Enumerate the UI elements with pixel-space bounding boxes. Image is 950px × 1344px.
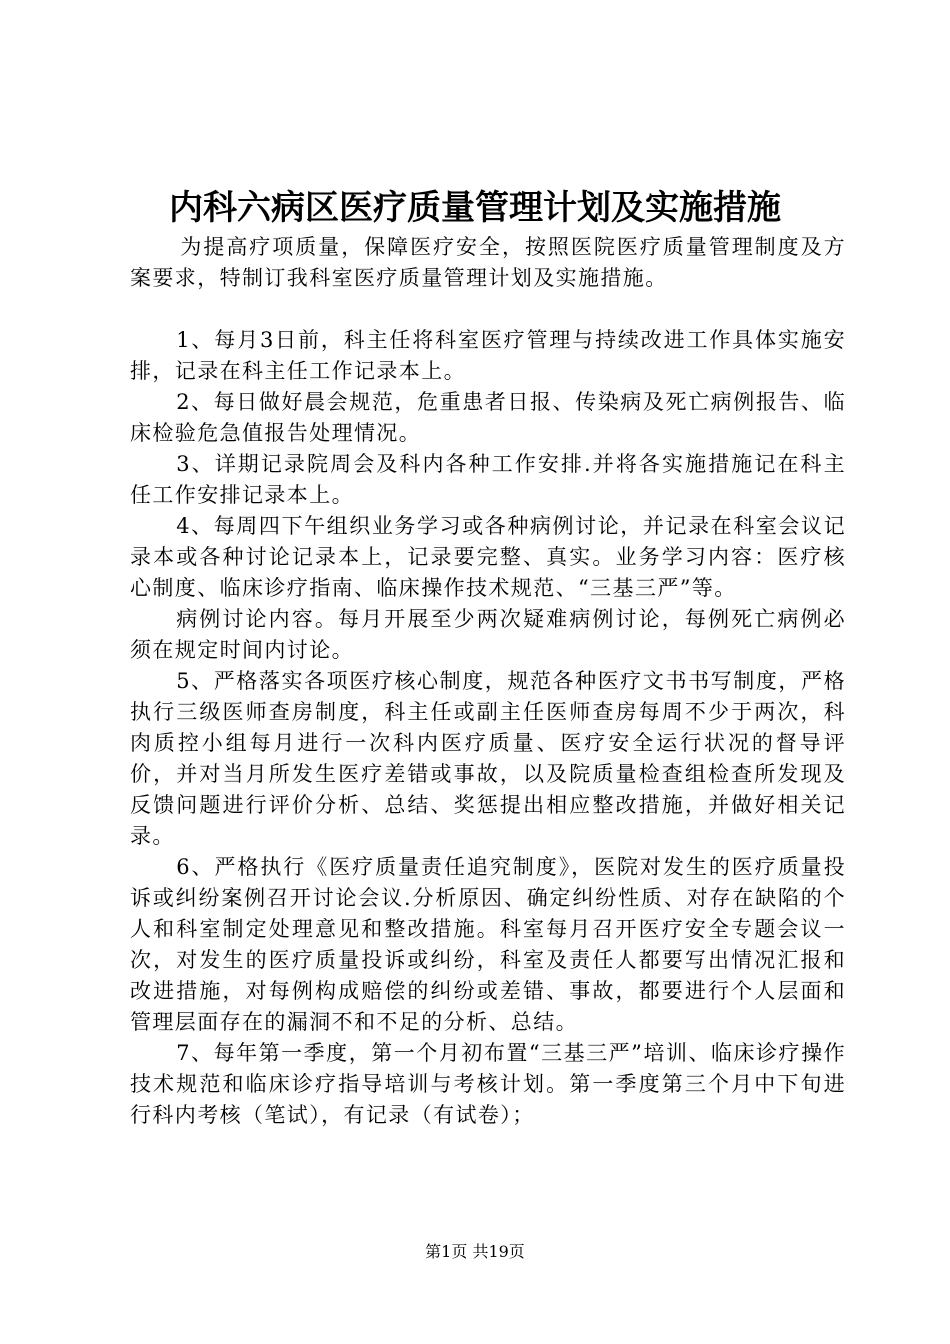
intro-paragraph: 为提高疗项质量，保障医疗安全，按照医院医疗质量管理制度及方案要求，特制订我科室医疗质量管理计划及实施措施。 [130,235,846,290]
paragraph-1: 1、每月3日前，科主任将科室医疗管理与持续改进工作具体实施安排，记录在科主任工作记录本上。 [130,328,846,383]
paragraph-3: 3、详期记录院周会及科内各种工作安排.并将各实施措施记在科主任工作安排记录本上。 [130,452,846,507]
paragraph-4: 4、每周四下午组织业务学习或各种病例讨论，并记录在科室会议记录本或各种讨论记录本上，记录要完整、真实。业务学习内容：医疗核心制度、临床诊疗指南、临床操作技术规范、“三基三严”等。 [130,514,846,600]
paragraph-5: 5、严格落实各项医疗核心制度，规范各种医疗文书书写制度，严格执行三级医师查房制度，科主任或副主任医师查房每周不少于两次，科肉质控小组每月进行一次科内医疗质量、医疗安全运行状况的督导评价，并对当月所发生医疗差错或事故，以及院质量检查组检查所发现及反馈问题进行评价分析、总结、奖惩提出相应整改措施，并做好相关记录。 [130,669,846,848]
page-footer: 第1页 共19页 [425,1242,525,1261]
paragraph-6: 6、严格执行《医疗质量责任追究制度》，医院对发生的医疗质量投诉或纠纷案例召开讨论会议.分析原因、确定纠纷性质、对存在缺陷的个人和科室制定处理意见和整改措施。科室每月召开医疗安全专题会议一次，对发生的医疗质量投诉或纠纷，科室及责任人都要写出情况汇报和改进措施，对每例构成赔偿的纠纷或差错、事故，都要进行个人层面和管理层面存在的漏洞不和不足的分析、总结。 [130,855,846,1034]
paragraph-7: 7、每年第一季度，第一个月初布置“三基三严”培训、临床诊疗操作技术规范和临床诊疗指导培训与考核计划。第一季度第三个月中下旬进行科内考核（笔试），有记录（有试卷）； [130,1041,846,1127]
paragraph-spacer [130,294,846,325]
document-body [130,232,846,1131]
paragraph-2: 2、每日做好晨会规范，危重患者日报、传染病及死亡病例报告、临床检验危急值报告处理情况。 [130,390,846,445]
paragraph-case-discussion: 病例讨论内容。每月开展至少两次疑难病例讨论，每例死亡病例必须在规定时间内讨论。 [130,607,846,662]
document-title: 内科六病区医疗质量管理计划及实施措施 [169,188,781,228]
